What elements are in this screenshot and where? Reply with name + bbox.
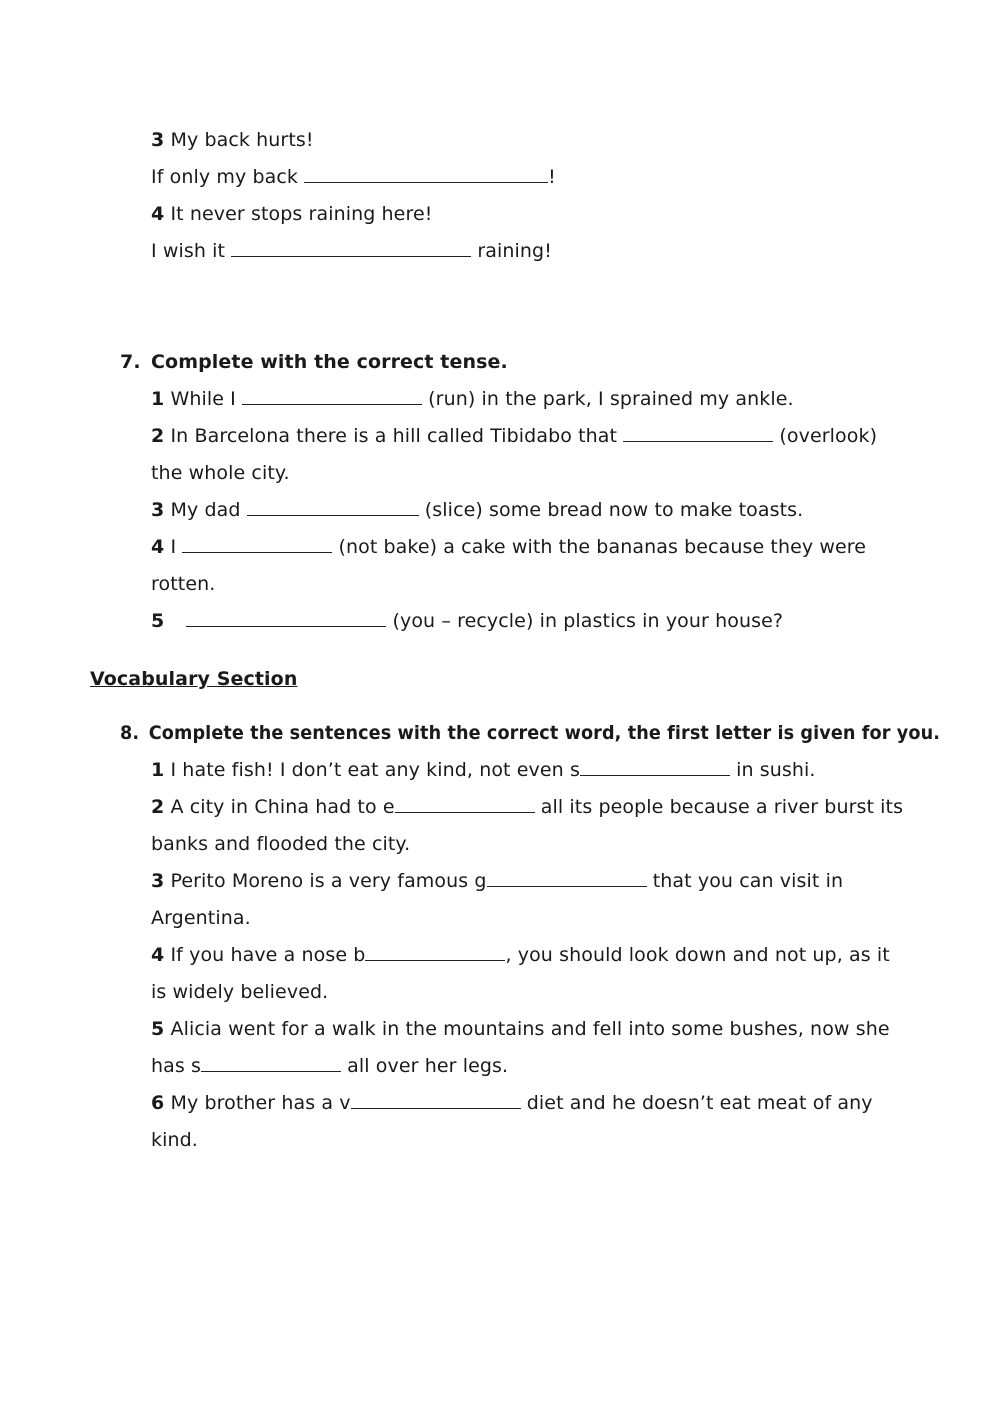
ex8-item-4: 4 If you have a nose b , you should look down and not up, as it xyxy=(151,944,890,966)
ex8-item-6: 6 My brother has a v diet and he doesn’t eat meat of any xyxy=(151,1092,873,1114)
ex6-item-3-answer: If only my back ! xyxy=(151,166,556,188)
ex7-item-4-cont: rotten. xyxy=(151,573,216,595)
ex8-item-3: 3 Perito Moreno is a very famous g that you can visit in xyxy=(151,870,844,892)
ex7-heading: 7. Complete with the correct tense. xyxy=(120,351,508,373)
answer-blank[interactable] xyxy=(201,1054,341,1072)
answer-blank[interactable] xyxy=(231,239,471,257)
ex8-heading: 8. Complete the sentences with the correct word, the first letter is given for you. xyxy=(120,722,941,744)
ex7-item-1: 1 While I (run) in the park, I sprained my ankle. xyxy=(151,388,794,410)
ex8-item-1: 1 I hate fish! I don’t eat any kind, not even s in sushi. xyxy=(151,759,816,781)
vocabulary-section-title: Vocabulary Section xyxy=(90,668,298,690)
answer-blank[interactable] xyxy=(365,943,505,961)
answer-blank[interactable] xyxy=(351,1091,521,1109)
answer-blank[interactable] xyxy=(242,387,422,405)
ex8-item-4-cont: is widely believed. xyxy=(151,981,329,1003)
ex8-item-5: 5 Alicia went for a walk in the mountains and fell into some bushes, now she xyxy=(151,1018,890,1040)
ex6-item-4-prompt: 4 It never stops raining here! xyxy=(151,203,433,225)
ex7-item-5: 5 (you – recycle) in plastics in your house? xyxy=(151,610,784,632)
answer-blank[interactable] xyxy=(487,869,647,887)
answer-blank[interactable] xyxy=(304,165,548,183)
answer-blank[interactable] xyxy=(623,424,773,442)
ex7-item-3: 3 My dad (slice) some bread now to make toasts. xyxy=(151,499,804,521)
ex8-item-3-cont: Argentina. xyxy=(151,907,251,929)
answer-blank[interactable] xyxy=(182,535,332,553)
ex8-item-6-cont: kind. xyxy=(151,1129,198,1151)
ex7-item-2: 2 In Barcelona there is a hill called Tibidabo that (overlook) xyxy=(151,425,878,447)
ex6-item-3-prompt: 3 My back hurts! xyxy=(151,129,314,151)
ex7-item-4: 4 I (not bake) a cake with the bananas because they were xyxy=(151,536,867,558)
ex6-item-4-answer: I wish it raining! xyxy=(151,240,552,262)
answer-blank[interactable] xyxy=(186,609,386,627)
ex8-item-5-cont: has s all over her legs. xyxy=(151,1055,509,1077)
answer-blank[interactable] xyxy=(247,498,419,516)
answer-blank[interactable] xyxy=(580,758,730,776)
ex8-item-2-cont: banks and flooded the city. xyxy=(151,833,411,855)
answer-blank[interactable] xyxy=(395,795,535,813)
ex7-item-2-cont: the whole city. xyxy=(151,462,290,484)
ex8-item-2: 2 A city in China had to e all its people because a river burst its xyxy=(151,796,904,818)
